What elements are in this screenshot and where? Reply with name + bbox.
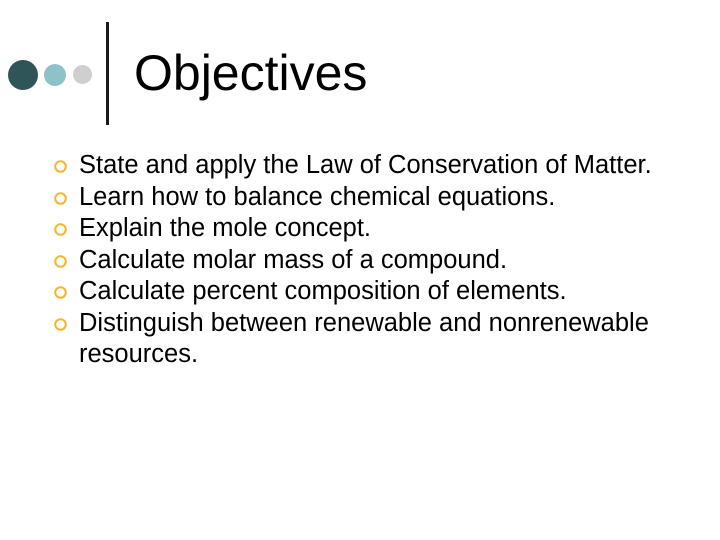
bullet-text: Calculate molar mass of a compound.	[79, 245, 508, 274]
bullet-item	[53, 276, 703, 308]
bullet-text: Learn how to balance chemical equations.	[79, 182, 556, 211]
hollow-circle-bullet-icon	[53, 222, 68, 237]
slide-title: Objectives	[134, 45, 368, 101]
decorative-dots	[0, 0, 110, 130]
hollow-circle-bullet-icon	[53, 254, 68, 269]
title-divider	[106, 22, 109, 125]
bullet-item	[53, 213, 703, 245]
bullet-text: Explain the mole concept.	[79, 214, 372, 242]
bullet-item	[53, 182, 703, 214]
bullet-item	[53, 245, 703, 277]
bullet-text: Distinguish between renewable and nonrenewable resources.	[79, 308, 649, 368]
dot-dark-icon	[8, 60, 38, 90]
hollow-circle-bullet-icon	[53, 285, 68, 300]
bullet-item	[53, 308, 703, 371]
bullet-text: State and apply the Law of Conservation of Matter.	[79, 151, 652, 179]
objectives-list	[53, 150, 703, 371]
hollow-circle-bullet-icon	[53, 191, 68, 206]
hollow-circle-bullet-icon	[53, 317, 68, 332]
dot-light-icon	[73, 65, 92, 84]
bullet-text: Calculate percent composition of elements.	[79, 277, 567, 305]
dot-teal-icon	[44, 64, 66, 86]
bullet-item	[53, 150, 703, 182]
hollow-circle-bullet-icon	[53, 159, 68, 174]
